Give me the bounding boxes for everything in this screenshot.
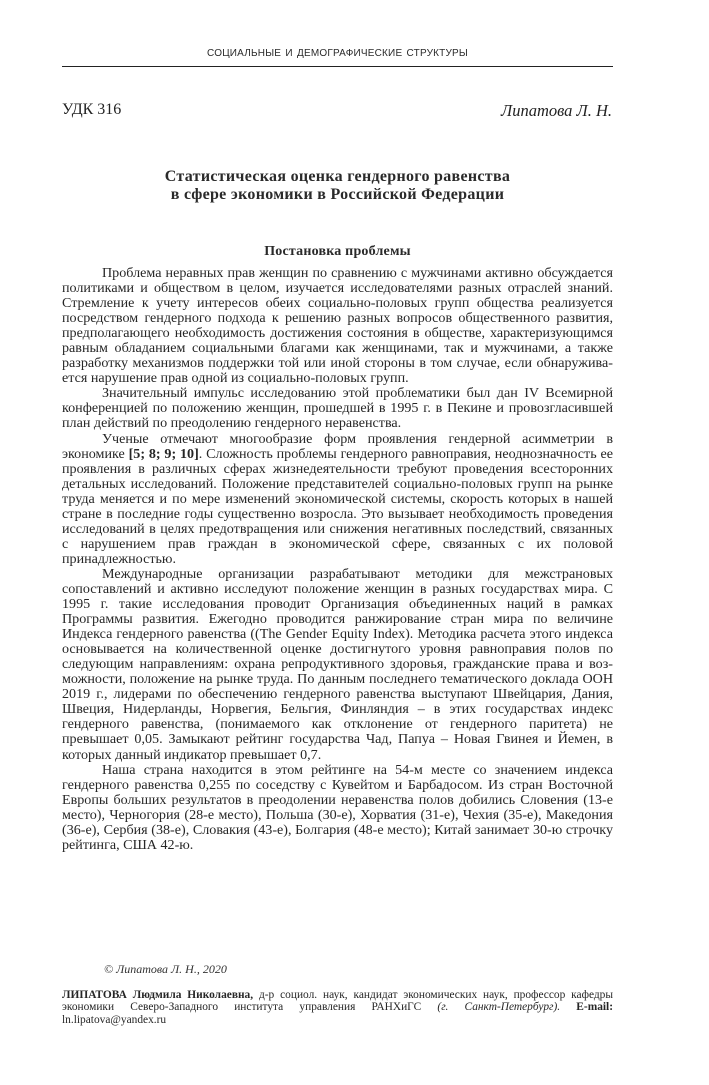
udk-code: УДК 316 — [62, 101, 122, 118]
author-short-name: Липатова Л. Н. — [501, 101, 612, 120]
paragraph: Международные организации разрабатывают методики для межстрановых сопоставлений и активно исследуют положение женщин в разных государствах мира. С 1995 г. такие исследования проводит Организация объединенных наций в рамках Программы развития. Ежегодно проводится ранжирование стран мира по величине Индекса гендерного равенства ((The Gender Equity Index). Методика расчета этого индекса основывается на количественной оценке достигнутого уровня равноправия полов по следующим направлениям: охрана репродуктивного здоровья, гражданские права и возможности, положение на рынке труда. По данным последнего тематического доклада ООН 2019 г., лидерами по обеспечению гендерного равенства выступают Швейцария, Дания, Швеция, Нидерланды, Норвегия, Бельгия, Финляндия – в этих государствах индекс гендерного равенства, (понимаемого как отклонение от гендерного паритета) не превышает 0,05. Замыкают рейтинг государства Чад, Папуа – Новая Гвинея и Йемен, в которых данный индикатор превышает 0,7. — [62, 565, 613, 763]
article-body — [62, 266, 613, 853]
email-label: E-mail: — [560, 1001, 614, 1014]
citation-reference: [5; 8; 9; 10] — [128, 445, 199, 462]
running-head — [62, 44, 613, 60]
paragraph: Проблема неравных прав женщин по сравнению с мужчинами активно обсуждается политиками и обществом в целом, изучается исследователями разных отраслей знаний. Стремление к учету интересов обеих социально-половых групп общества реализуется посредством гендерного подхода к решению разных вопросов общественного развития, предполагающего необходимость достижения состояния в обществе, характеризующимся равным обладанием социальными благами как женщинами, так и мужчинами, а также разработку механизмов поддержки той или иной стороны в том случае, если обнаруживается нарушение прав одной из социально-половых групп. — [62, 265, 613, 387]
section-title: Постановка проблемы — [264, 244, 411, 259]
header-rule — [62, 66, 613, 67]
running-head-title: социальные и демографические структуры — [207, 44, 468, 60]
author-affiliation-note — [62, 989, 613, 1026]
author-full-name: ЛИПАТОВА Людмила Николаевна, — [62, 989, 254, 1001]
paragraph-text: . Сложность проблемы гендерного равноправия, неоднозначность ее проявления в различных сферах жизнедеятельности требуют проведения всесторонних детальных исследований. Положение представителей социально-половых групп на рынке труда меняется и по мере изменений экономической системы, скорость которых в нашей стране в последние годы существенно возросла. Это вызывает необходимость проведения исследований в целях предотвращения или снижения негативных последствий, связанных с нарушением прав граждан в экономической сфере, связанных с их половой принадлежностью. — [62, 445, 613, 567]
paragraph: Значительный импульс исследованию этой проблематики был дан IV Всемирной конференцией по положению женщин, прошедшей в 1995 г. в Пекине и провозгласившей план действий по преодолению гендерного неравенства. — [62, 385, 613, 432]
article-title-line-2: в сфере экономики в Российской Федерации — [170, 186, 505, 203]
author-info: д-р социол. наук, кандидат экономических наук, профессор кафедры экономики Северо-Западного института управления РАНХиГС — [62, 989, 613, 1014]
author-email[interactable]: ln.lipatova@yandex.ru — [62, 1013, 167, 1026]
author-city: (г. Санкт-Петербург). — [437, 1001, 561, 1014]
paragraph — [62, 432, 613, 567]
paragraph: Наша страна находится в этом рейтинге на 54-м месте со значением индекса гендерного равенства 0,255 по соседству с Кувейтом и Барбадосом. Из стран Восточной Европы больших результатов в преодолении неравенства полов добились Словения (13-е место), Черногория (28-е место), Польша (30-е), Хорватия (31-е), Чехия (35-е), Македония (36-е), Сербия (38-е), Словакия (43-е), Болгария (48-е место); Китай занимает 30-ю строчку рейтинга, США 42-ю. — [62, 761, 613, 853]
article-title-line-1: Статистическая оценка гендерного равенства — [164, 168, 511, 185]
copyright-notice: © Липатова Л. Н., 2020 — [104, 962, 227, 976]
paragraph-text: Ученые отмечают многообразие форм проявления гендерной асимметрии в экономике — [62, 430, 613, 462]
article-title — [62, 168, 613, 204]
